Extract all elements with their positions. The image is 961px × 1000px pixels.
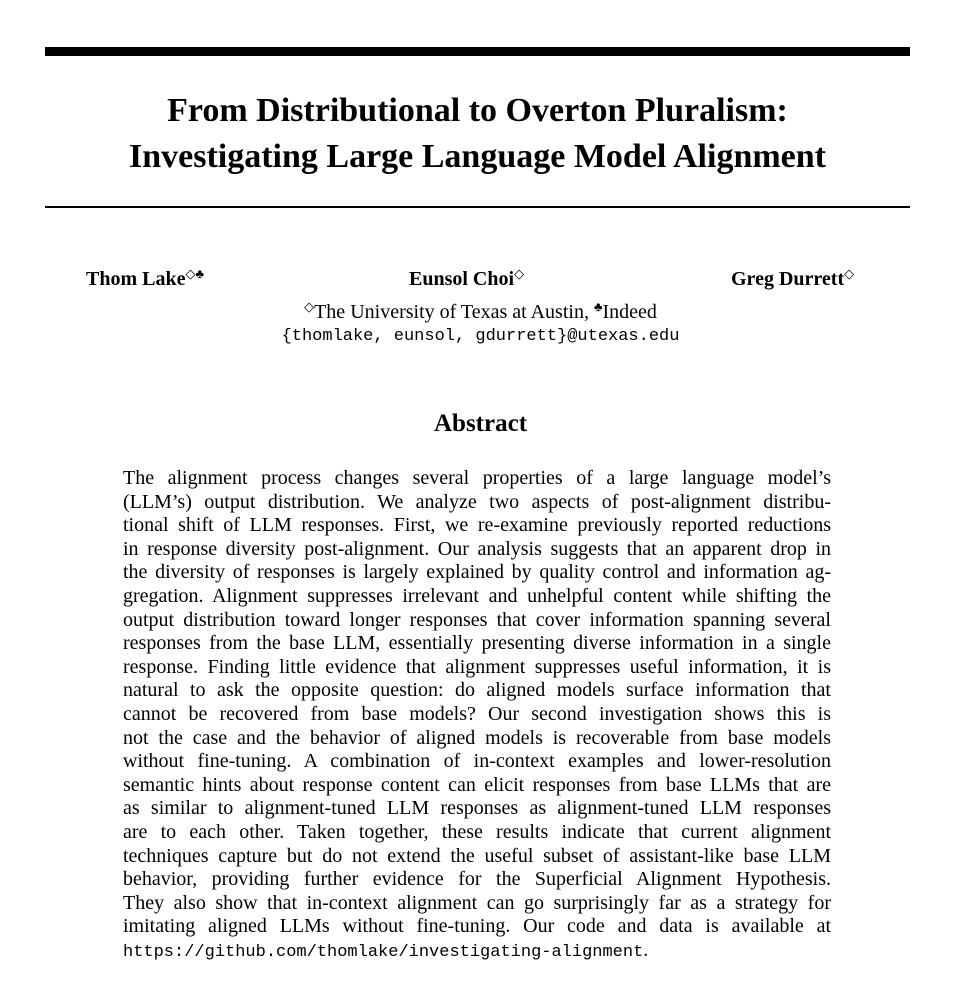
abstract-line: gregation. Alignment suppresses irrelevant and unhelpful content while shifting the xyxy=(123,584,831,607)
author-name: Eunsol Choi xyxy=(409,268,515,290)
code-link-period: . xyxy=(643,938,649,961)
author-thom-lake xyxy=(86,266,204,292)
abstract-line: tional shift of LLM responses. First, we re-examine previously reported reductions xyxy=(123,514,831,537)
abstract-body xyxy=(123,467,831,962)
abstract-line: in response diversity post-alignment. Our analysis suggests that an apparent drop in xyxy=(123,537,831,560)
author-affiliation-marks: ◇♣ xyxy=(185,266,204,281)
title-line-2: Investigating Large Language Model Alignment xyxy=(128,138,827,175)
author-eunsol-choi xyxy=(409,266,524,292)
title-bottom-rule xyxy=(45,206,910,208)
abstract-line: (LLM’s) output distribution. We analyze two aspects of post-alignment distribu- xyxy=(123,490,831,513)
abstract-heading: Abstract xyxy=(433,410,528,437)
abstract-line: behavior, providing further evidence for the Superficial Alignment Hypothesis. xyxy=(123,868,831,891)
abstract-line: not the case and the behavior of aligned models is recoverable from base models xyxy=(123,726,831,749)
abstract-line: imitating aligned LLMs without fine-tuning. Our code and data is available at xyxy=(123,915,831,938)
affiliation-indeed: Indeed xyxy=(602,301,657,323)
affiliation-mark-diamond: ◇ xyxy=(304,299,315,314)
title-line-1: From Distributional to Overton Pluralism: xyxy=(167,92,788,129)
code-repository-link[interactable]: https://github.com/thomlake/investigating-alignment xyxy=(123,942,644,962)
abstract-line: are to each other. Taken together, these results indicate that current alignment xyxy=(123,820,831,843)
affiliation-mark-club: ♣ xyxy=(593,299,603,314)
author-name: Thom Lake xyxy=(86,268,186,290)
abstract-line: as similar to alignment-tuned LLM responses as alignment-tuned LLM responses xyxy=(123,797,831,820)
abstract-line: without fine-tuning. A combination of in-context examples and lower-resolution xyxy=(123,750,831,773)
affiliations xyxy=(0,299,961,325)
abstract-line: response. Finding little evidence that alignment suppresses useful information, it is xyxy=(123,655,831,678)
abstract-line: the diversity of responses is largely explained by quality control and information ag- xyxy=(123,561,831,584)
abstract-line: semantic hints about response content can elicit responses from base LLMs that are xyxy=(123,773,831,796)
abstract-line: output distribution toward longer responses that cover information spanning several xyxy=(123,608,831,631)
abstract-line: They also show that in-context alignment can go surprisingly far as a strategy for xyxy=(123,891,831,914)
author-greg-durrett xyxy=(731,266,854,292)
abstract-line-code-link xyxy=(123,939,831,963)
paper-title xyxy=(45,88,910,180)
abstract-line: cannot be recovered from base models? Our second investigation shows this is xyxy=(123,702,831,725)
author-affiliation-marks: ◇ xyxy=(514,266,525,281)
author-emails: {thomlake, eunsol, gdurrett}@utexas.edu xyxy=(281,327,680,346)
abstract-line: natural to ask the opposite question: do aligned models surface information that xyxy=(123,679,831,702)
affiliation-ut-austin: The University of Texas at Austin, xyxy=(314,301,594,323)
abstract-line: responses from the base LLM, essentially presenting diverse information in a single xyxy=(123,632,831,655)
top-rule xyxy=(45,47,910,56)
author-affiliation-marks: ◇ xyxy=(844,266,855,281)
abstract-line: The alignment process changes several properties of a large language model’s xyxy=(123,467,831,489)
abstract-line: techniques capture but do not extend the useful subset of assistant-like base LLM xyxy=(123,844,831,867)
author-name: Greg Durrett xyxy=(731,268,845,290)
